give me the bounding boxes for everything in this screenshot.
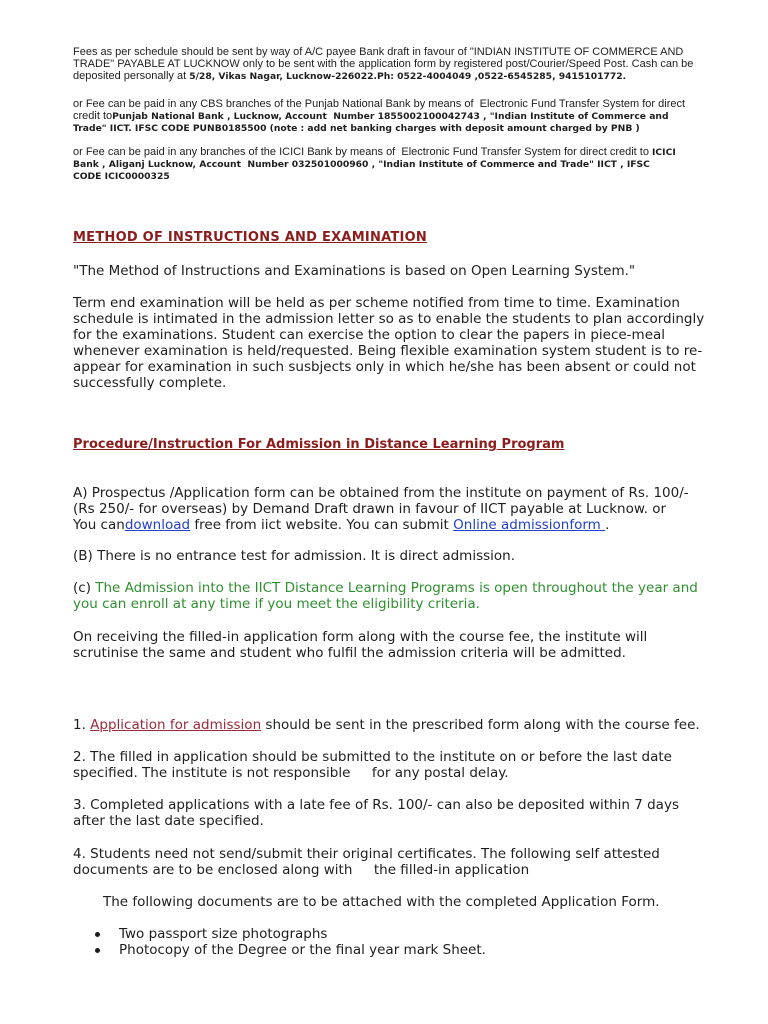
point-a-text: You can xyxy=(73,517,125,533)
documents-list xyxy=(119,926,486,958)
point-a-text: . xyxy=(605,517,610,533)
open-admission-notice: you can enroll at any time if you meet the eligibility criteria. xyxy=(73,596,480,612)
step-line: 3. Completed applications with a late fee of Rs. 100/- can also be deposited within 7 days xyxy=(73,797,679,813)
step-1 xyxy=(73,717,700,733)
fee-note-line xyxy=(73,146,676,158)
pnb-account-details: Trade" IICT. IFSC CODE PUNB0185500 (note : add net banking charges with deposit amount charged by PNB ) xyxy=(73,123,640,134)
icici-account-details: Bank , Aliganj Lucknow, Account Number 032501000960 , "Indian Institute of Commerce and Trade" IICT , IFSC xyxy=(73,159,650,170)
step-3 xyxy=(73,797,679,829)
documents-intro-text: The following documents are to be attached with the completed Application Form. xyxy=(103,894,660,910)
bullet-icon xyxy=(95,932,100,937)
method-intro-text: "The Method of Instructions and Examinations is based on Open Learning System." xyxy=(73,263,636,279)
section-heading: Procedure/Instruction For Admission in Distance Learning Program xyxy=(73,437,565,452)
step-text: should be sent in the prescribed form along with the course fee. xyxy=(261,717,700,733)
method-section-heading xyxy=(73,230,427,246)
scrutiny-paragraph xyxy=(73,629,647,661)
admission-point-a xyxy=(73,485,689,533)
exam-info-line: Term end examination will be held as per scheme notified from time to time. Examination xyxy=(73,295,680,311)
fee-note-pnb-transfer xyxy=(73,98,685,134)
fee-note-line xyxy=(73,70,693,82)
point-a-text: free from iict website. You can submit xyxy=(190,517,454,533)
fee-note-demand-draft xyxy=(73,46,693,82)
point-a-line xyxy=(73,517,689,533)
exam-info-line: schedule is intimated in the admission letter so as to enable the students to plan accordingly xyxy=(73,311,705,327)
institute-address: 5/28, Vikas Nagar, Lucknow-226022.Ph: 0522-4004049 ,0522-6545285, 9415101772. xyxy=(189,71,627,82)
step-2 xyxy=(73,749,672,781)
method-intro xyxy=(73,263,635,279)
fee-note-line xyxy=(73,110,685,122)
step-line: 4. Students need not send/submit their original certificates. The following self attested xyxy=(73,846,660,862)
bullet-icon xyxy=(95,948,100,953)
document-item: Photocopy of the Degree or the final year mark Sheet. xyxy=(119,942,486,958)
scrutiny-line: scrutinise the same and student who fulfil the admission criteria will be admitted. xyxy=(73,645,626,661)
admission-point-c xyxy=(73,580,698,612)
point-a-line: (Rs 250/- for overseas) by Demand Draft drawn in favour of IICT payable at Lucknow. or xyxy=(73,501,667,517)
section-heading: METHOD OF INSTRUCTIONS AND EXAMINATION xyxy=(73,230,428,245)
exam-info-line: appear for examination in such susbjects only in which he/she has been absent or could not xyxy=(73,359,696,375)
step-line: 2. The filled in application should be submitted to the institute on or before the last date xyxy=(73,749,672,765)
application-for-admission-link[interactable]: Application for admission xyxy=(90,717,262,733)
fee-note-text: or Fee can be paid in any branches of the ICICI Bank by means of Electronic Fund Transfer System for direct credit to xyxy=(73,146,652,158)
fee-note-line: or Fee can be paid in any CBS branches of the Punjab National Bank by means of Electronic Fund Transfer System for direct xyxy=(73,98,686,110)
fee-note-line: TRADE" PAYABLE AT LUCKNOW only to be sent with the application form by registered post/Courier/Speed Post. Cash can be xyxy=(73,58,694,70)
step-number: 1. xyxy=(73,717,91,733)
fee-note-text: credit to xyxy=(73,110,113,122)
icici-account-details: ICICI xyxy=(652,147,676,158)
list-item xyxy=(119,942,486,958)
icici-account-details: CODE ICIC0000325 xyxy=(73,171,170,182)
fee-note-text: deposited personally at xyxy=(73,70,190,82)
fee-note-line: Fees as per schedule should be sent by way of A/C payee Bank draft in favour of "INDIAN INSTITUTE OF COMMERCE AND xyxy=(73,46,684,58)
point-a-line: A) Prospectus /Application form can be obtained from the institute on payment of Rs. 100/- xyxy=(73,485,689,501)
step-line: specified. The institute is not responsible for any postal delay. xyxy=(73,765,509,781)
download-link[interactable]: download xyxy=(124,517,191,533)
admission-section-heading xyxy=(73,437,564,453)
exam-info-line: successfully complete. xyxy=(73,375,227,391)
point-c-line xyxy=(73,580,698,596)
documents-intro xyxy=(103,894,660,910)
pnb-account-details: Punjab National Bank , Lucknow, Account Number 1855002100042743 , "Indian Institute of Commerce and xyxy=(112,111,669,122)
step-4 xyxy=(73,846,660,878)
open-admission-notice: The Admission into the IICT Distance Learning Programs is open throughout the year and xyxy=(95,580,698,596)
list-item xyxy=(119,926,486,942)
point-c-label: (c) xyxy=(73,580,96,596)
step-line: after the last date specified. xyxy=(73,813,264,829)
exam-info-line: whenever examination is held/requested. Being flexible examination system student is to re- xyxy=(73,343,703,359)
fee-note-icici-transfer xyxy=(73,146,676,182)
step-line xyxy=(73,717,700,733)
scrutiny-line: On receiving the filled-in application form along with the course fee, the institute will xyxy=(73,629,648,645)
exam-info-line: for the examinations. Student can exercise the option to clear the papers in piece-meal xyxy=(73,327,666,343)
document-item: Two passport size photographs xyxy=(119,926,328,942)
exam-info-paragraph xyxy=(73,295,704,391)
online-admission-form-link[interactable]: Online admissionform xyxy=(453,517,606,533)
admission-point-b xyxy=(73,548,515,564)
point-b-line: (B) There is no entrance test for admission. It is direct admission. xyxy=(73,548,516,564)
step-line: documents are to be enclosed along with the filled-in application xyxy=(73,862,530,878)
fee-note-line xyxy=(73,170,676,182)
fee-note-line xyxy=(73,122,685,134)
fee-note-line xyxy=(73,158,676,170)
